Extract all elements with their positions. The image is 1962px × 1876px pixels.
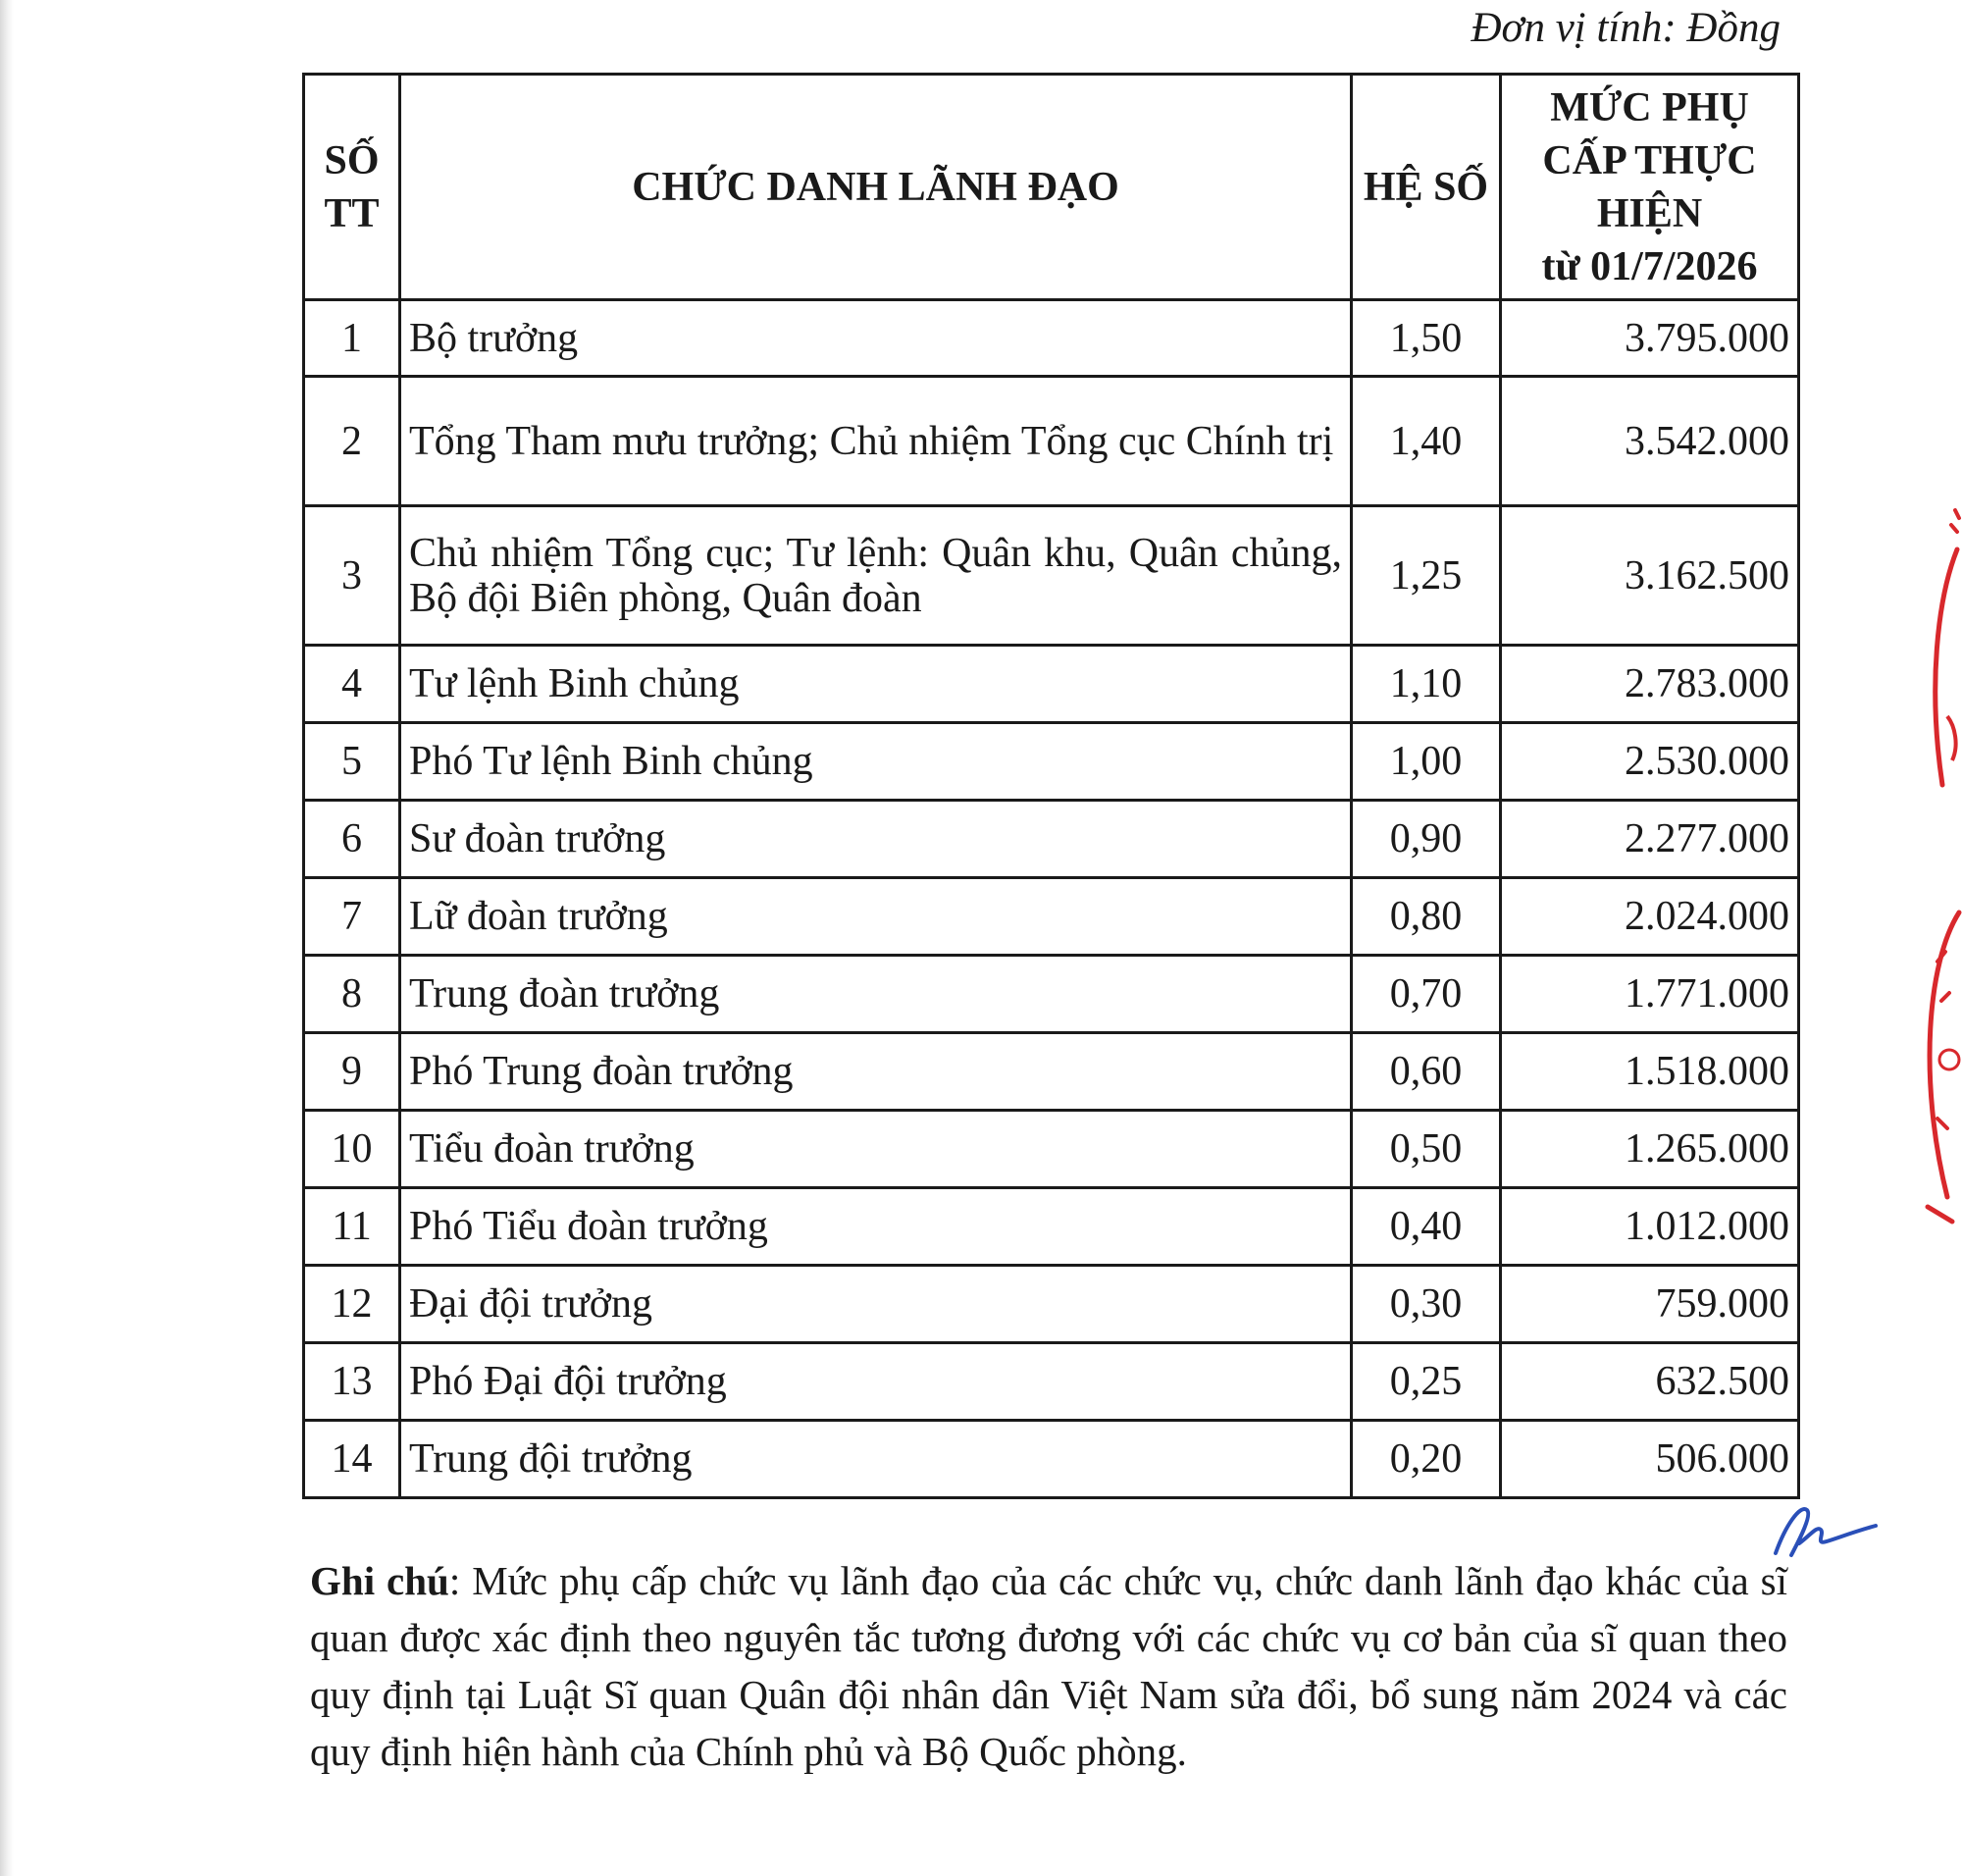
cell-title: Tư lệnh Binh chủng bbox=[400, 646, 1352, 723]
table-row bbox=[304, 956, 1799, 1033]
cell-stt: 9 bbox=[304, 1033, 400, 1111]
cell-amount: 3.795.000 bbox=[1501, 300, 1799, 377]
cell-coefficient: 1,40 bbox=[1352, 377, 1501, 506]
cell-coefficient: 0,50 bbox=[1352, 1111, 1501, 1188]
leadership-allowance-table bbox=[302, 73, 1800, 1499]
cell-amount: 3.542.000 bbox=[1501, 377, 1799, 506]
footnote bbox=[310, 1552, 1787, 1780]
cell-amount: 632.500 bbox=[1501, 1343, 1799, 1421]
header-stt-line-2: TT bbox=[324, 190, 380, 236]
cell-stt: 7 bbox=[304, 878, 400, 956]
cell-stt: 12 bbox=[304, 1266, 400, 1343]
cell-coefficient: 0,60 bbox=[1352, 1033, 1501, 1111]
header-amount-line-4: từ 01/7/2026 bbox=[1541, 243, 1758, 289]
cell-coefficient: 0,25 bbox=[1352, 1343, 1501, 1421]
table-row bbox=[304, 300, 1799, 377]
table-row bbox=[304, 1111, 1799, 1188]
cell-amount: 759.000 bbox=[1501, 1266, 1799, 1343]
cell-coefficient: 1,00 bbox=[1352, 723, 1501, 801]
table-row bbox=[304, 1421, 1799, 1498]
cell-amount: 2.783.000 bbox=[1501, 646, 1799, 723]
cell-amount: 2.277.000 bbox=[1501, 801, 1799, 878]
cell-title: Phó Tiểu đoàn trưởng bbox=[400, 1188, 1352, 1266]
cell-title: Trung đội trưởng bbox=[400, 1421, 1352, 1498]
header-amount-line-1: MỨC PHỤ bbox=[1550, 84, 1749, 130]
cell-amount: 2.024.000 bbox=[1501, 878, 1799, 956]
cell-amount: 2.530.000 bbox=[1501, 723, 1799, 801]
table-row bbox=[304, 801, 1799, 878]
cell-amount: 1.265.000 bbox=[1501, 1111, 1799, 1188]
cell-stt: 6 bbox=[304, 801, 400, 878]
cell-coefficient: 0,40 bbox=[1352, 1188, 1501, 1266]
cell-title: Tổng Tham mưu trưởng; Chủ nhiệm Tổng cục Chính trị bbox=[400, 377, 1352, 506]
table-row bbox=[304, 1033, 1799, 1111]
cell-stt: 2 bbox=[304, 377, 400, 506]
cell-title: Bộ trưởng bbox=[400, 300, 1352, 377]
header-amount bbox=[1501, 75, 1799, 300]
cell-title: Đại đội trưởng bbox=[400, 1266, 1352, 1343]
cell-stt: 3 bbox=[304, 506, 400, 646]
cell-stt: 10 bbox=[304, 1111, 400, 1188]
cell-stt: 5 bbox=[304, 723, 400, 801]
cell-coefficient: 1,50 bbox=[1352, 300, 1501, 377]
table-row bbox=[304, 1266, 1799, 1343]
cell-coefficient: 0,70 bbox=[1352, 956, 1501, 1033]
cell-amount: 506.000 bbox=[1501, 1421, 1799, 1498]
cell-coefficient: 0,20 bbox=[1352, 1421, 1501, 1498]
cell-title: Phó Đại đội trưởng bbox=[400, 1343, 1352, 1421]
table-row bbox=[304, 646, 1799, 723]
cell-title: Phó Trung đoàn trưởng bbox=[400, 1033, 1352, 1111]
cell-amount: 1.518.000 bbox=[1501, 1033, 1799, 1111]
cell-stt: 4 bbox=[304, 646, 400, 723]
header-stt bbox=[304, 75, 400, 300]
table-row bbox=[304, 723, 1799, 801]
cell-stt: 11 bbox=[304, 1188, 400, 1266]
table-row bbox=[304, 377, 1799, 506]
cell-stt: 13 bbox=[304, 1343, 400, 1421]
table-row bbox=[304, 878, 1799, 956]
cell-title: Phó Tư lệnh Binh chủng bbox=[400, 723, 1352, 801]
table-row bbox=[304, 1343, 1799, 1421]
cell-amount: 3.162.500 bbox=[1501, 506, 1799, 646]
cell-title: Lữ đoàn trưởng bbox=[400, 878, 1352, 956]
cell-stt: 14 bbox=[304, 1421, 400, 1498]
cell-amount: 1.012.000 bbox=[1501, 1188, 1799, 1266]
red-stamp-fragment bbox=[1898, 491, 1962, 1276]
table-row bbox=[304, 506, 1799, 646]
table-row bbox=[304, 1188, 1799, 1266]
cell-title: Trung đoàn trưởng bbox=[400, 956, 1352, 1033]
header-amount-line-2: CẤP THỰC bbox=[1542, 137, 1757, 183]
note-text: : Mức phụ cấp chức vụ lãnh đạo của các chức vụ, chức danh lãnh đạo khác của sĩ quan được xác định theo nguyên tắc tương đương với các chức vụ cơ bản của sĩ quan theo quy định tại Luật Sĩ quan Quân đội nhân dân Việt Nam sửa đổi, bổ sung năm 2024 và các quy định hiện hành của Chính phủ và Bộ Quốc phòng. bbox=[310, 1558, 1787, 1774]
header-title: CHỨC DANH LÃNH ĐẠO bbox=[400, 75, 1352, 300]
cell-coefficient: 0,30 bbox=[1352, 1266, 1501, 1343]
header-stt-line-1: SỐ bbox=[324, 137, 380, 183]
table-header-row bbox=[304, 75, 1799, 300]
cell-amount: 1.771.000 bbox=[1501, 956, 1799, 1033]
cell-coefficient: 0,90 bbox=[1352, 801, 1501, 878]
cell-coefficient: 1,25 bbox=[1352, 506, 1501, 646]
cell-coefficient: 0,80 bbox=[1352, 878, 1501, 956]
cell-title: Sư đoàn trưởng bbox=[400, 801, 1352, 878]
cell-stt: 1 bbox=[304, 300, 400, 377]
unit-of-measure: Đơn vị tính: Đồng bbox=[1471, 5, 1781, 51]
cell-title: Tiểu đoàn trưởng bbox=[400, 1111, 1352, 1188]
header-amount-line-3: HIỆN bbox=[1596, 190, 1703, 236]
cell-stt: 8 bbox=[304, 956, 400, 1033]
cell-title: Chủ nhiệm Tổng cục; Tư lệnh: Quân khu, Quân chủng, Bộ đội Biên phòng, Quân đoàn bbox=[400, 506, 1352, 646]
header-coefficient: HỆ SỐ bbox=[1352, 75, 1501, 300]
note-label: Ghi chú bbox=[310, 1558, 449, 1603]
scan-left-edge-shadow bbox=[0, 0, 14, 1876]
cell-coefficient: 1,10 bbox=[1352, 646, 1501, 723]
